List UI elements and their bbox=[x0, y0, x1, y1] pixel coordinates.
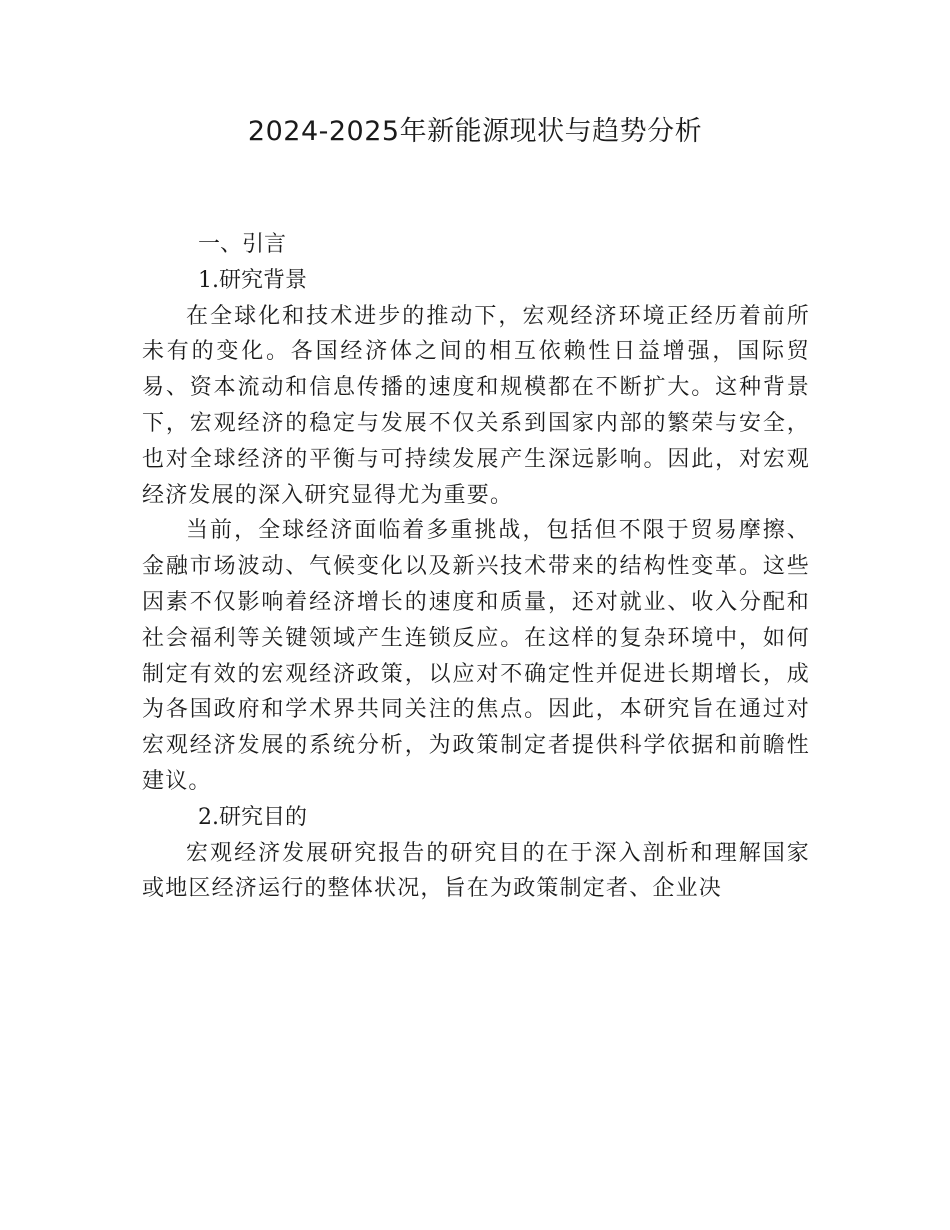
subsection-heading-research-background: 1.研究背景 bbox=[198, 267, 307, 293]
paragraph-purpose-1: 宏观经济发展研究报告的研究目的在于深入剖析和理解国家或地区经济运行的整体状况，旨在为政策制定者、企业决 bbox=[142, 840, 810, 902]
paragraph-background-1: 在全球化和技术进步的推动下，宏观经济环境正经历着前所未有的变化。各国经济体之间的相互依赖性日益增强，国际贸易、资本流动和信息传播的速度和规模都在不断扩大。这种背景下，宏观经济的稳定与发展不仅关系到国家内部的繁荣与安全，也对全球经济的平衡与可持续发展产生深远影响。因此，对宏观经济发展的深入研究显得尤为重要。 bbox=[142, 303, 810, 508]
paragraph-background-2: 当前，全球经济面临着多重挑战，包括但不限于贸易摩擦、金融市场波动、气候变化以及新兴技术带来的结构性变革。这些因素不仅影响着经济增长的速度和质量，还对就业、收入分配和社会福利等关键领域产生连锁反应。在这样的复杂环境中，如何制定有效的宏观经济政策，以应对不确定性并促进长期增长，成为各国政府和学术界共同关注的焦点。因此，本研究旨在通过对宏观经济发展的系统分析，为政策制定者提供科学依据和前瞻性建议。 bbox=[142, 518, 810, 794]
document-title: 2024-2025年新能源现状与趋势分析 bbox=[247, 116, 703, 147]
section-heading-introduction: 一、引言 bbox=[198, 232, 287, 257]
document-body bbox=[142, 227, 810, 907]
subsection-heading-research-purpose: 2.研究目的 bbox=[198, 804, 307, 830]
